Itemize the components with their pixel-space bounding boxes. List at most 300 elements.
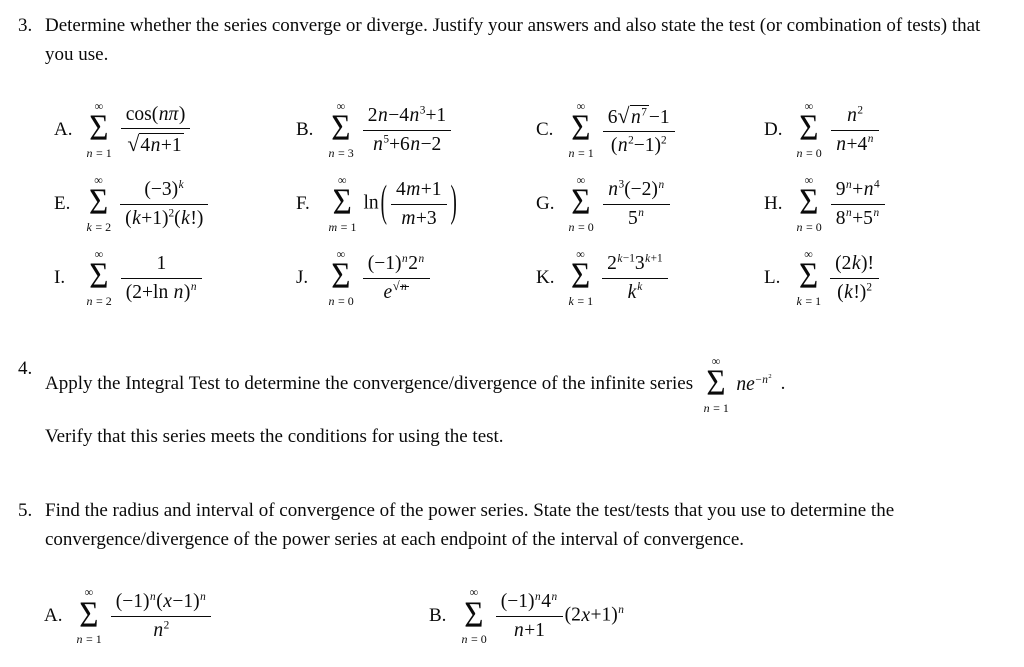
math-variable: n <box>86 293 93 308</box>
math-variable: n <box>461 631 468 646</box>
math-fraction <box>111 590 211 642</box>
math-superscript <box>866 281 872 293</box>
series-expression <box>361 104 453 156</box>
series-expression <box>600 252 670 304</box>
math-superscript <box>551 591 558 603</box>
summation-upper-limit: ∞ <box>711 354 721 368</box>
summation-lower-limit: n = 2 <box>86 293 112 308</box>
summation-symbol <box>461 586 487 646</box>
summation-upper-limit: ∞ <box>337 173 347 188</box>
math-variable: n <box>535 590 541 603</box>
math-variable: e <box>383 281 393 303</box>
math-variable: k <box>178 178 184 191</box>
math-variable: n <box>190 281 197 293</box>
math-group <box>627 282 643 303</box>
math-group <box>867 133 874 145</box>
summation-lower-limit: n = 3 <box>328 145 354 160</box>
math-group <box>418 253 425 265</box>
radical-icon: √ <box>617 103 630 128</box>
math-variable: k <box>617 252 623 265</box>
summation-lower-limit: n = 1 <box>568 145 594 160</box>
series-expression <box>363 178 458 230</box>
math-denominator <box>120 204 208 230</box>
series-expression: $\frac{(-1)^n4^n}{n+1}$ $(2x+1)^n$ <box>494 590 625 642</box>
math-fraction <box>830 252 879 304</box>
math-group <box>127 132 183 156</box>
series-label: I. <box>54 267 66 288</box>
math-function: ln <box>153 281 169 303</box>
series-item-B <box>429 576 624 656</box>
summation-lower-limit: k = 2 <box>86 219 112 234</box>
problem-4-inline-series <box>703 355 772 415</box>
math-group <box>535 591 542 603</box>
math-variable: n <box>568 145 575 160</box>
problem-4-indent <box>18 423 45 452</box>
math-superscript <box>873 207 880 219</box>
math-fraction <box>391 178 447 230</box>
math-numerator <box>496 590 563 615</box>
sigma-icon: Σ <box>89 109 109 150</box>
math-group <box>178 179 184 191</box>
math-variable: k <box>86 219 92 234</box>
math-group: cos(nπ) <box>125 103 186 125</box>
math-superscript <box>641 106 647 118</box>
series-expression <box>118 178 210 230</box>
math-function: ln <box>363 192 379 214</box>
math-numerator <box>363 104 451 129</box>
series-item-F <box>296 167 536 241</box>
sigma-icon: Σ <box>570 257 591 298</box>
math-numerator <box>363 252 430 277</box>
problem-5 <box>18 497 1024 554</box>
math-group <box>402 253 409 265</box>
summation-upper-limit: ∞ <box>576 99 586 114</box>
problem-5-number: 5. <box>18 500 33 522</box>
math-group: 2 <box>660 134 667 147</box>
math-group: 3 <box>618 178 625 191</box>
summation-symbol <box>796 174 822 234</box>
math-variable: n <box>373 133 383 155</box>
summation-lower-limit: n = 1 <box>76 631 102 646</box>
math-group: $n^5+6n-2$ <box>373 133 442 155</box>
math-group: $(-3)^k$ <box>144 178 184 201</box>
series-label: K. <box>536 267 555 288</box>
math-group: m+3 <box>401 207 437 229</box>
math-variable: n <box>658 178 665 191</box>
sigma-icon: Σ <box>331 109 351 150</box>
problem-3 <box>18 12 1024 69</box>
series-item-G <box>536 167 764 241</box>
math-denominator <box>496 616 563 642</box>
math-variable: n <box>796 145 803 160</box>
math-variable: n <box>863 179 874 201</box>
summation-lower-limit: m = 1 <box>328 219 357 234</box>
summation-lower-limit: n = 1 <box>86 145 112 160</box>
math-variable: x <box>163 591 172 613</box>
math-superscript <box>418 253 425 265</box>
math-group: −n2 <box>755 372 772 386</box>
summation-symbol <box>328 174 356 234</box>
summation-lower-limit: n = 0 <box>328 293 354 308</box>
series-item-H <box>764 167 1024 241</box>
series-expression <box>736 370 772 399</box>
math-group: $(-1)^n2^n$ <box>367 252 425 275</box>
math-variable: n <box>551 590 558 603</box>
series-label: G. <box>536 193 555 214</box>
summation-upper-limit: ∞ <box>94 99 104 114</box>
math-group <box>631 107 647 128</box>
math-denominator <box>602 278 668 304</box>
summation-symbol <box>703 355 729 415</box>
math-superscript <box>383 133 389 145</box>
math-numerator <box>831 178 885 203</box>
math-group: (2+ln n)$^n$ <box>125 281 197 303</box>
math-group <box>638 207 645 219</box>
summation-lower-limit: n = 0 <box>568 219 594 234</box>
math-superscript <box>200 591 207 603</box>
math-group <box>618 604 625 616</box>
math-variable: k <box>637 281 643 293</box>
math-variable: ne <box>736 374 755 396</box>
math-variable: n <box>762 373 768 386</box>
math-variable: n <box>418 252 425 265</box>
math-fraction <box>121 103 191 158</box>
radical-icon: √ <box>392 279 400 293</box>
series-item-B <box>296 93 536 167</box>
series-label: F. <box>296 193 310 214</box>
math-group: (2k)! <box>835 253 875 275</box>
math-group: $2^{k-1}3^{k+1}$ <box>607 252 663 275</box>
math-group: 4m+1 <box>395 179 442 201</box>
math-variable: n <box>86 145 93 160</box>
math-group: 3 <box>419 104 426 117</box>
math-variable: n <box>402 252 408 265</box>
math-numerator <box>121 252 202 277</box>
summation-upper-limit: ∞ <box>336 247 346 262</box>
sigma-icon: Σ <box>332 183 352 224</box>
math-superscript <box>846 207 853 219</box>
summation-upper-limit: ∞ <box>576 247 585 262</box>
series-label: J. <box>296 267 309 288</box>
math-denominator <box>603 204 670 230</box>
math-variable: n <box>378 105 388 127</box>
math-variable: n <box>631 106 641 128</box>
series-label: C. <box>536 119 554 140</box>
math-group: $(k!)^2$ <box>837 281 872 303</box>
math-variable: n <box>401 281 407 293</box>
math-superscript <box>637 281 643 293</box>
math-variable: k <box>181 207 190 229</box>
math-group: 2 <box>628 134 634 147</box>
math-group <box>658 179 665 191</box>
math-denominator <box>831 130 879 156</box>
math-superscript <box>768 373 771 380</box>
math-numerator <box>121 103 191 128</box>
math-group <box>847 105 863 126</box>
math-variable: n <box>867 133 874 145</box>
math-denominator <box>121 128 191 157</box>
summation-symbol <box>568 174 594 234</box>
math-numerator <box>391 178 447 203</box>
summation-symbol <box>86 174 111 234</box>
math-superscript <box>150 591 157 603</box>
math-group <box>846 179 853 191</box>
math-superscript <box>755 374 771 386</box>
math-group: k+1 <box>645 252 663 265</box>
math-superscript <box>190 281 197 293</box>
math-denominator <box>391 204 447 230</box>
math-group: 2 <box>768 372 772 380</box>
problem-4-text-after-formula: . <box>780 373 786 395</box>
math-variable: n <box>638 207 644 219</box>
math-superscript <box>164 619 170 631</box>
math-variable: n <box>328 293 335 308</box>
math-variable: n <box>836 133 847 155</box>
math-group: $6√n^7 -1$ <box>607 103 670 128</box>
summation-symbol <box>76 586 102 646</box>
problem-4-line-2 <box>18 423 1024 452</box>
series-item-A <box>54 93 296 167</box>
summation-symbol <box>86 248 112 308</box>
math-group: $(-1)^n(x-1)^n$ <box>115 590 206 613</box>
series-item-E <box>54 167 296 241</box>
math-numerator <box>831 104 879 129</box>
sigma-icon: Σ <box>331 257 351 298</box>
summation-upper-limit: ∞ <box>84 585 94 600</box>
sigma-icon: Σ <box>571 109 591 150</box>
sigma-icon: Σ <box>89 257 109 298</box>
math-group <box>873 207 880 219</box>
series-item-L <box>764 241 1024 315</box>
math-group: 5$^n$ <box>627 207 644 229</box>
summation-symbol <box>568 100 594 160</box>
summation-upper-limit: ∞ <box>469 585 479 600</box>
sigma-icon: Σ <box>706 363 726 405</box>
math-sqrt-body <box>630 105 649 129</box>
math-variable: n <box>873 207 880 219</box>
math-group: k−1 <box>617 252 635 265</box>
math-superscript <box>618 604 625 616</box>
math-superscript <box>628 135 634 147</box>
summation-lower-limit: k = 1 <box>568 293 594 308</box>
math-denominator <box>363 278 430 304</box>
math-superscript <box>393 281 410 293</box>
series-expression <box>119 103 193 158</box>
math-sqrt <box>127 131 183 157</box>
math-superscript <box>857 105 863 117</box>
series-expression <box>828 252 881 304</box>
math-denominator <box>831 204 885 230</box>
math-group <box>393 281 410 293</box>
math-fraction <box>602 252 668 304</box>
math-fraction <box>363 252 430 304</box>
math-group <box>190 281 197 293</box>
math-group: $2n-4n^3+1$ <box>367 104 447 127</box>
math-denominator <box>111 616 211 642</box>
math-variable: n <box>846 178 852 191</box>
sigma-icon: Σ <box>798 257 819 298</box>
math-group: $8^n+5^n$ <box>835 207 880 229</box>
math-superscript <box>420 105 426 117</box>
math-sqrt-body <box>139 133 183 157</box>
series-expression <box>109 590 213 642</box>
summation-upper-limit: ∞ <box>94 247 104 262</box>
math-group: $(-1)^n4^n$ <box>500 590 558 613</box>
summation-symbol <box>796 100 822 160</box>
series-item-D <box>764 93 1024 167</box>
problem-4-number: 4. <box>18 358 33 379</box>
series-label: D. <box>764 119 783 140</box>
sigma-icon: Σ <box>571 183 591 224</box>
series-grid-problem-3 <box>54 93 1024 315</box>
math-group <box>551 591 558 603</box>
math-variable: n <box>568 219 575 234</box>
summation-upper-limit: ∞ <box>804 99 814 114</box>
math-variable: m <box>401 207 416 229</box>
math-variable: k <box>627 281 637 303</box>
series-label: L. <box>764 267 781 288</box>
summation-lower-limit: k = 1 <box>796 293 822 308</box>
series-label: B. <box>429 605 447 627</box>
math-superscript <box>874 179 880 191</box>
math-group <box>150 591 157 603</box>
math-variable: n <box>153 619 164 641</box>
math-sqrt-body <box>400 281 410 293</box>
math-variable: k <box>568 293 574 308</box>
math-denominator <box>121 278 202 304</box>
math-superscript <box>617 253 635 265</box>
math-sqrt <box>618 103 649 129</box>
math-variable: n <box>200 590 206 603</box>
math-variable: n <box>410 133 421 155</box>
math-numerator <box>603 178 670 203</box>
series-label: A. <box>44 605 63 627</box>
sigma-icon: Σ <box>79 595 99 636</box>
math-variable: k <box>132 207 141 229</box>
series-item-C <box>536 93 764 167</box>
sigma-icon: Σ <box>88 183 109 224</box>
problem-3-number: 3. <box>18 15 33 36</box>
math-variable: n <box>150 135 161 156</box>
summation-lower-limit: n = 0 <box>461 631 487 646</box>
math-group: $n^3(-2)^n$ <box>608 178 665 201</box>
math-superscript <box>661 135 667 147</box>
math-variable: n <box>328 145 335 160</box>
math-variable: n <box>618 604 624 617</box>
left-paren-icon: ( <box>380 178 387 228</box>
series-expression <box>361 252 432 304</box>
math-group <box>200 591 207 603</box>
math-group: 2 <box>857 104 864 117</box>
summation-symbol <box>86 100 112 160</box>
math-variable: k <box>844 281 853 303</box>
math-superscript <box>645 253 663 265</box>
math-group <box>846 207 853 219</box>
math-group: 1 <box>156 253 167 275</box>
math-superscript <box>638 207 645 219</box>
math-fraction <box>603 178 670 230</box>
series-expression <box>601 178 672 230</box>
math-group: $9^n+n^4$ <box>835 178 880 201</box>
math-denominator <box>830 278 879 304</box>
summation-lower-limit: n = 0 <box>796 219 822 234</box>
series-label: E. <box>54 193 71 214</box>
math-variable: nπ <box>158 103 179 125</box>
math-fraction <box>121 252 202 304</box>
sigma-icon: Σ <box>799 109 819 150</box>
math-denominator <box>603 131 675 157</box>
summation-upper-limit: ∞ <box>804 173 814 188</box>
math-group: 2 <box>168 207 175 219</box>
math-variable: k <box>796 293 802 308</box>
math-group: $n+4^n$ <box>836 133 874 155</box>
math-group: 4n+1 <box>140 135 182 156</box>
math-numerator <box>120 178 208 203</box>
math-group: 4 <box>873 178 880 191</box>
summation-symbol <box>328 100 354 160</box>
math-fraction <box>120 178 208 230</box>
math-fraction <box>363 104 451 156</box>
series-expression <box>829 104 881 156</box>
math-group <box>401 281 408 293</box>
summation-upper-limit: ∞ <box>336 99 346 114</box>
math-variable: k <box>645 252 651 265</box>
math-fraction <box>603 103 675 158</box>
series-expression <box>119 252 204 304</box>
series-expression <box>601 103 677 158</box>
math-variable: x <box>581 604 590 626</box>
problem-4-text-before-formula: Apply the Integral Test to determine the convergence/divergence of the infinite series <box>45 373 694 395</box>
math-group <box>637 281 643 293</box>
math-variable: n <box>846 207 852 219</box>
series-item-K <box>536 241 764 315</box>
problem-4-verify-text: Verify that this series meets the conditions for using the test. <box>45 425 504 447</box>
math-superscript <box>846 179 853 191</box>
summation-upper-limit: ∞ <box>94 173 103 188</box>
math-fraction <box>496 590 563 642</box>
math-sqrt <box>392 279 410 293</box>
math-group: n+1 <box>513 619 545 641</box>
math-variable: n <box>76 631 83 646</box>
series-item-A <box>44 576 429 656</box>
math-numerator <box>830 252 879 277</box>
math-superscript <box>402 253 409 265</box>
series-label: B. <box>296 119 314 140</box>
math-denominator <box>363 130 451 156</box>
sigma-icon: Σ <box>464 595 484 636</box>
problem-3-text: Determine whether the series converge or diverge. Justify your answers and also state the test (or combination of tests) that you use. <box>45 15 981 65</box>
math-variable: n <box>617 135 628 156</box>
math-numerator <box>602 252 668 277</box>
math-variable: n <box>150 590 156 603</box>
math-group: 5 <box>383 133 390 145</box>
math-variable: m <box>406 179 421 201</box>
math-superscript <box>178 179 184 191</box>
series-label: H. <box>764 193 783 214</box>
sigma-icon: Σ <box>799 183 819 224</box>
summation-lower-limit: n = 1 <box>703 400 729 415</box>
math-superscript <box>169 207 175 219</box>
math-function: cos <box>125 103 152 125</box>
math-variable: n <box>409 105 420 127</box>
math-group <box>389 179 449 229</box>
math-variable: n <box>703 400 710 415</box>
math-variable: n <box>608 179 619 201</box>
math-superscript <box>619 179 625 191</box>
math-group: $(k+1)^2(k!)$ <box>125 207 204 229</box>
math-group: 7 <box>641 106 647 119</box>
summation-symbol <box>328 248 354 308</box>
